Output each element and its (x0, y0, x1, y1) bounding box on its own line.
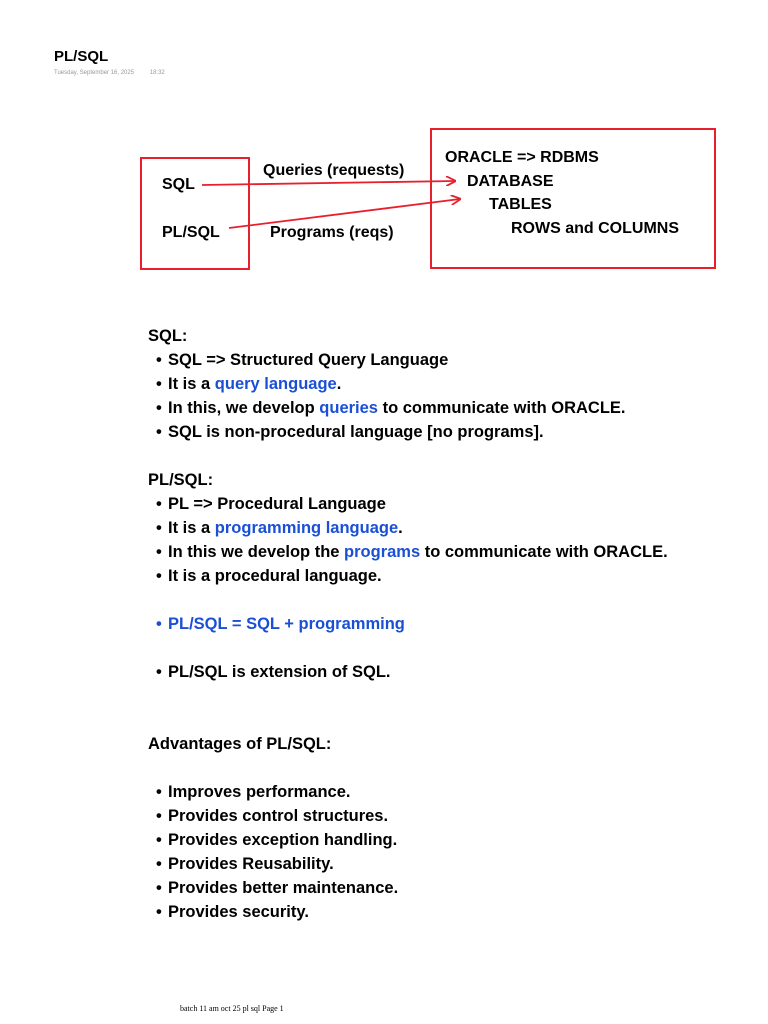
extension-list (148, 660, 668, 684)
list-item (156, 516, 668, 540)
formula-list (148, 612, 668, 636)
advantage-item: • Provides better maintenance. (156, 876, 668, 900)
highlight-text: programs (344, 543, 421, 561)
item-text: to communicate with ORACLE. (420, 543, 668, 561)
item-text: It is a (168, 519, 215, 537)
highlight-text: queries (319, 399, 378, 417)
list-item (156, 396, 668, 420)
rows-columns-line: ROWS and COLUMNS (511, 220, 679, 237)
oracle-line: ORACLE => RDBMS (445, 149, 599, 166)
sql-oracle-diagram (0, 0, 768, 300)
item-text: . (398, 519, 403, 537)
page-title: PL/SQL (54, 48, 109, 65)
plsql-heading: PL/SQL: (148, 471, 214, 489)
page-date: Tuesday, September 16, 2025 (54, 70, 135, 76)
advantage-item: • Improves performance. (156, 780, 668, 804)
programs-arrow-label: Programs (reqs) (270, 224, 394, 241)
item-text: It is a (168, 375, 215, 393)
plsql-client-label: PL/SQL (162, 224, 220, 241)
list-item (156, 540, 668, 564)
queries-arrow (202, 181, 455, 185)
sql-list (148, 348, 668, 444)
list-item (156, 372, 668, 396)
item-text: In this, we develop (168, 399, 320, 417)
list-item: • SQL is non-procedural language [no programs]. (156, 420, 668, 444)
list-item: • PL/SQL is extension of SQL. (156, 660, 668, 684)
list-item: • It is a procedural language. (156, 564, 668, 588)
list-item: • PL => Procedural Language (156, 492, 668, 516)
list-item: • SQL => Structured Query Language (156, 348, 668, 372)
highlight-text: programming language (214, 519, 399, 537)
advantage-item: • Provides exception handling. (156, 828, 668, 852)
sql-client-label: SQL (162, 176, 195, 193)
advantage-item: • Provides security. (156, 900, 668, 924)
queries-arrow-label: Queries (requests) (263, 162, 405, 179)
tables-line: TABLES (489, 196, 552, 213)
client-box (141, 158, 249, 269)
advantage-item: • Provides control structures. (156, 804, 668, 828)
notes-body (148, 324, 668, 924)
item-text: . (336, 375, 342, 393)
plsql-list (148, 492, 668, 588)
page-footer: batch 11 am oct 25 pl sql Page 1 (180, 1004, 284, 1013)
database-line: DATABASE (467, 173, 554, 190)
item-text: to communicate with ORACLE. (377, 399, 626, 417)
advantages-list (148, 780, 668, 924)
plsql-formula: • PL/SQL = SQL + programming (156, 612, 668, 636)
item-text: In this we develop the (168, 543, 345, 561)
sql-heading: SQL: (148, 327, 188, 345)
advantage-item: • Provides Reusability. (156, 852, 668, 876)
highlight-text: query language (214, 375, 337, 393)
page-time: 18:32 (149, 70, 165, 76)
advantages-heading: Advantages of PL/SQL: (148, 735, 332, 753)
